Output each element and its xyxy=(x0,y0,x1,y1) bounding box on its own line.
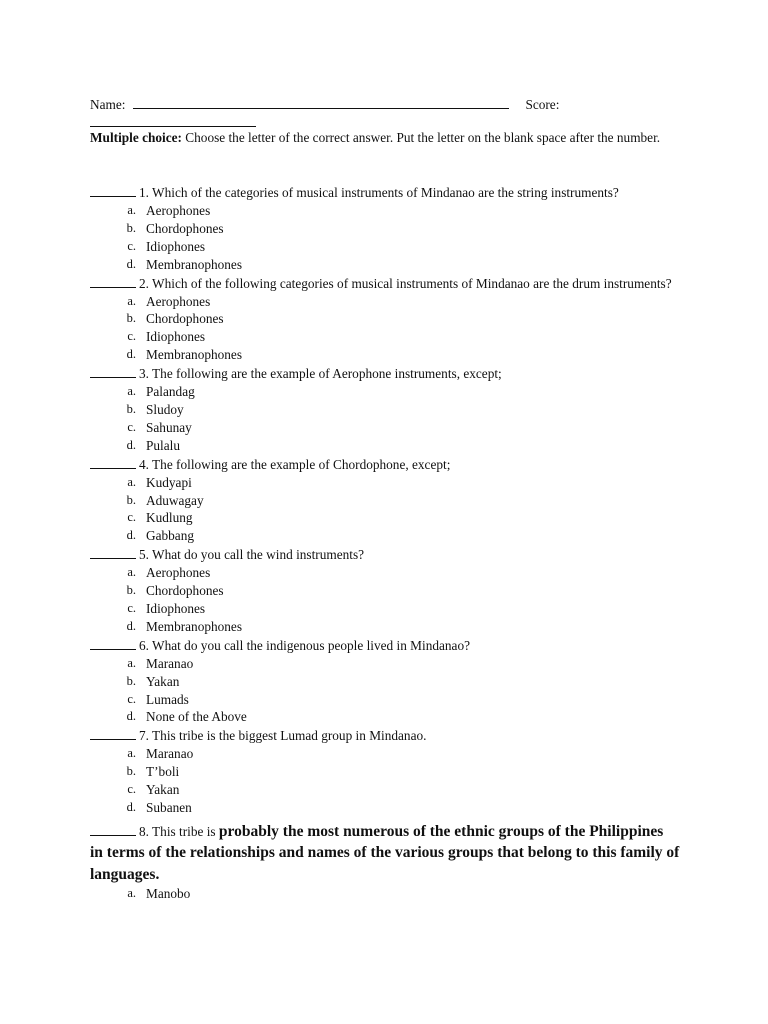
option-item xyxy=(90,781,680,799)
question-text xyxy=(90,636,680,655)
option-text: Idiophones xyxy=(146,238,206,254)
question-block xyxy=(90,636,680,727)
option-letter: d. xyxy=(126,347,136,362)
option-text: Lumads xyxy=(146,691,189,707)
option-item xyxy=(90,582,680,600)
question-emphasis: probably the most numerous of the ethnic groups of the Philippines in terms of the relationships and names of the various groups that belong to this family of languages. xyxy=(90,822,680,883)
answer-blank[interactable] xyxy=(90,364,136,378)
question-text xyxy=(90,545,680,564)
option-letter: d. xyxy=(126,800,136,815)
option-item xyxy=(90,293,680,311)
answer-blank[interactable] xyxy=(90,183,136,197)
option-letter: a. xyxy=(127,384,136,399)
option-list xyxy=(90,564,680,636)
option-letter: c. xyxy=(127,691,136,706)
question-label: 7. This tribe is the biggest Lumad group in Mindanao. xyxy=(139,728,427,744)
option-text: Aerophones xyxy=(146,565,211,581)
option-item xyxy=(90,655,680,673)
option-text: Subanen xyxy=(146,800,192,816)
option-item xyxy=(90,745,680,763)
option-item xyxy=(90,256,680,274)
option-item xyxy=(90,220,680,238)
option-letter: c. xyxy=(127,329,136,344)
option-text: Sahunay xyxy=(146,419,192,435)
question-label: 4. The following are the example of Chordophone, except; xyxy=(139,456,451,472)
option-item xyxy=(90,885,680,903)
instructions xyxy=(90,129,680,147)
option-text: Membranophones xyxy=(146,347,243,363)
instructions-heading: Multiple choice: xyxy=(90,130,182,145)
option-list xyxy=(90,885,680,903)
option-text: Aerophones xyxy=(146,293,211,309)
option-letter: d. xyxy=(126,437,136,452)
option-text: Palandag xyxy=(146,384,195,400)
option-text: Maranao xyxy=(146,655,194,671)
question-text xyxy=(90,455,680,474)
option-letter: c. xyxy=(127,419,136,434)
option-letter: c. xyxy=(127,782,136,797)
option-text: Idiophones xyxy=(146,329,206,345)
option-letter: a. xyxy=(127,293,136,308)
instructions-text: Choose the letter of the correct answer. Put the letter on the blank space after the number. xyxy=(181,130,661,145)
option-letter: d. xyxy=(126,618,136,633)
option-list xyxy=(90,474,680,546)
option-letter: a. xyxy=(127,746,136,761)
answer-blank[interactable] xyxy=(90,274,136,288)
option-item xyxy=(90,310,680,328)
option-letter: b. xyxy=(126,764,136,779)
question-label: 5. What do you call the wind instruments? xyxy=(139,547,365,563)
option-text: Yakan xyxy=(146,782,180,798)
option-item xyxy=(90,509,680,527)
option-text: Membranophones xyxy=(146,256,243,272)
question-list xyxy=(90,183,680,903)
name-label: Name: xyxy=(90,97,126,112)
option-text: Aerophones xyxy=(146,203,211,218)
option-text: Yakan xyxy=(146,673,180,689)
option-text: Gabbang xyxy=(146,528,194,544)
option-letter: b. xyxy=(126,311,136,326)
question-block xyxy=(90,274,680,365)
option-letter: a. xyxy=(127,565,136,580)
question-text xyxy=(90,821,680,886)
option-item xyxy=(90,419,680,437)
question-block xyxy=(90,821,680,903)
option-item xyxy=(90,618,680,636)
question-label: 3. The following are the example of Aerophone instruments, except; xyxy=(139,366,502,382)
option-letter: d. xyxy=(126,256,136,271)
question-text xyxy=(90,183,680,202)
question-block xyxy=(90,545,680,636)
option-list xyxy=(90,655,680,727)
name-line xyxy=(90,94,690,114)
option-item xyxy=(90,437,680,455)
option-list xyxy=(90,745,680,817)
option-text: Pulalu xyxy=(146,437,180,453)
option-letter: d. xyxy=(126,709,136,724)
option-letter: d. xyxy=(126,528,136,543)
option-letter: c. xyxy=(127,238,136,253)
question-block xyxy=(90,364,680,455)
option-text: T’boli xyxy=(146,764,180,780)
answer-blank[interactable] xyxy=(90,545,136,559)
option-item xyxy=(90,673,680,691)
option-letter: a. xyxy=(127,474,136,489)
option-item xyxy=(90,708,680,726)
option-list xyxy=(90,293,680,365)
option-item xyxy=(90,492,680,510)
option-letter: b. xyxy=(126,402,136,417)
option-text: Kudlung xyxy=(146,510,193,526)
option-item xyxy=(90,763,680,781)
option-item xyxy=(90,238,680,256)
option-list xyxy=(90,383,680,455)
question-block xyxy=(90,455,680,546)
question-label: 1. Which of the categories of musical instruments of Mindanao are the string instruments? xyxy=(139,185,619,200)
question-text xyxy=(90,274,680,293)
question-block xyxy=(90,183,680,274)
option-text: Manobo xyxy=(146,886,191,902)
option-item xyxy=(90,401,680,419)
option-letter: a. xyxy=(127,886,136,901)
option-letter: a. xyxy=(127,655,136,670)
question-label: 8. This tribe is xyxy=(139,823,219,839)
option-letter: c. xyxy=(127,601,136,616)
answer-blank[interactable] xyxy=(90,822,136,836)
option-text: Idiophones xyxy=(146,601,206,617)
option-item xyxy=(90,691,680,709)
option-text: Aduwagay xyxy=(146,492,204,508)
option-letter: b. xyxy=(126,673,136,688)
option-item xyxy=(90,564,680,582)
score-blank[interactable] xyxy=(90,112,256,127)
option-text: Maranao xyxy=(146,746,194,762)
option-item xyxy=(90,527,680,545)
option-text: Membranophones xyxy=(146,618,243,634)
option-text: Sludoy xyxy=(146,402,184,418)
option-list xyxy=(90,202,680,274)
option-text: Kudyapi xyxy=(146,474,192,490)
option-letter: b. xyxy=(126,220,136,235)
option-text: Chordophones xyxy=(146,311,224,327)
question-text xyxy=(90,726,680,745)
answer-blank[interactable] xyxy=(90,726,136,740)
option-item xyxy=(90,383,680,401)
option-text: Chordophones xyxy=(146,583,224,599)
question-block xyxy=(90,726,680,817)
answer-blank[interactable] xyxy=(90,636,136,650)
option-item xyxy=(90,346,680,364)
option-text: Chordophones xyxy=(146,220,224,236)
option-item xyxy=(90,202,680,220)
option-letter: b. xyxy=(126,492,136,507)
option-item xyxy=(90,600,680,618)
option-item xyxy=(90,474,680,492)
question-text xyxy=(90,364,680,383)
score-label: Score: xyxy=(525,97,560,112)
name-blank[interactable] xyxy=(133,94,509,109)
option-letter: a. xyxy=(127,203,136,217)
option-item xyxy=(90,799,680,817)
option-text: None of the Above xyxy=(146,709,247,725)
question-label: 2. Which of the following categories of musical instruments of Mindanao are the drum instruments? xyxy=(139,275,672,291)
answer-blank[interactable] xyxy=(90,455,136,469)
question-label: 6. What do you call the indigenous people lived in Mindanao? xyxy=(139,637,470,653)
option-letter: b. xyxy=(126,583,136,598)
option-item xyxy=(90,328,680,346)
option-letter: c. xyxy=(127,510,136,525)
